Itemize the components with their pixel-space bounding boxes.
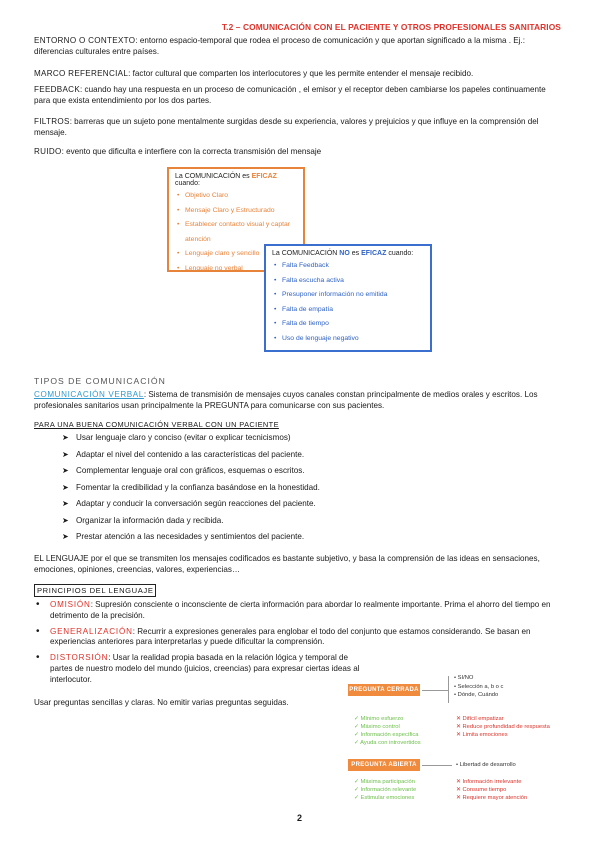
open-pros [354,778,416,802]
check-icon: ✓ [354,787,359,793]
open-question-label: PREGUNTA ABIERTA [348,759,420,771]
principle-generalizacion: • GENERALIZACIÓN: Recurrir a expresiones generales para englobar el todo del conjunto que estamos considerando. Se basan en experiencias anteriores para interpretarlas y puede dificultar la comprensión. [34,627,562,649]
cross-icon: ✕ [456,779,461,785]
ineffective-box-title: La COMUNICACIÓN NO es EFICAZ cuando: [272,250,414,257]
list-item: • Falta de empatía [272,303,424,318]
check-icon: ✓ [354,779,359,785]
closed-pros [354,715,421,747]
open-options [456,761,516,770]
definition-ruido [34,147,562,158]
questions-diagram [348,672,568,807]
closed-question-label: PREGUNTA CERRADA [348,684,420,696]
con-item: ✕ Requiere mayor atención [456,795,528,801]
definition-term: FILTROS [34,117,70,126]
list-item: • Falta escucha activa [272,274,424,289]
con-item: ✕ Difícil empatizar [456,716,504,722]
closed-cons [456,715,566,739]
definition-filtros [34,117,562,139]
definition-entorno [34,36,562,58]
list-item: ➤ Complementar lenguaje oral con gráficos, esquemas o escritos. [62,466,562,483]
principles-heading: PRINCIPIOS DEL LENGUAJE [34,584,156,597]
option-item: • Selección a, b o c [454,683,504,690]
language-paragraph: EL LENGUAJE por el que se transmiten los mensajes codificados es bastante subjetivo, y basa la comprensión de las ideas en sensaciones, emociones, opiniones, creencias, valores, experiencias… [34,554,540,574]
check-icon: ✓ [354,732,359,738]
option-item: • SI/NO [454,675,474,681]
document-header: T.2 – COMUNICACIÓN CON EL PACIENTE Y OTROS PROFESIONALES SANITARIOS [221,22,561,32]
pro-item: ✓ Máxima participación [354,779,415,785]
list-item: ➤ Organizar la información dada y recibida. [62,516,562,533]
verbal-communication-paragraph [34,390,562,412]
list-item: ➤ Adaptar y conducir la conversación según reacciones del paciente. [62,499,562,516]
pro-item: ✓ Información relevante [354,787,417,793]
principle-distorsion: • DISTORSIÓN: Usar la realidad propia basada en la relación lógica y temporal de partes de nuestro modelo del mundo (juicios, creencias) para expresar ciertas ideas al interlocutor. [34,653,360,685]
pro-item: ✓ Estimular emociones [354,795,415,801]
definition-feedback [34,85,562,107]
pro-item: ✓ Máximo control [354,724,400,730]
cross-icon: ✕ [456,787,461,793]
connector-line [422,765,452,766]
cross-icon: ✕ [456,732,461,738]
definition-text: : barreras que un sujeto pone mentalmente surgidas desde su experiencia, valores y prejuicios y que influye en la comprensión del mensaje. [34,117,539,137]
check-icon: ✓ [354,724,359,730]
pro-item: ✓ Mínimo esfuerzo [354,716,404,722]
definition-marco [34,69,562,80]
ineffective-list [272,259,424,347]
page-number: 2 [296,813,302,823]
list-item: • Establecer contacto visual y captar atención [175,218,297,247]
pro-item: ✓ Información específica [354,732,419,738]
definition-term: RUIDO [34,147,62,156]
con-item: ✕ Limita emociones [456,732,508,738]
good-communication-heading: PARA UNA BUENA COMUNICACIÓN VERBAL CON UN PACIENTE [34,420,279,429]
verbal-communication-text: : Sistema de transmisión de mensajes cuyos canales constan principalmente de medios orales y escritos. Los profesionales sanitarios usan principalmente la PREGUNTA para comunicarse con sus pacientes. [34,390,538,410]
definition-term: FEEDBACK [34,85,81,94]
option-item: • Libertad de desarrollo [456,762,516,768]
list-item: ➤ Usar lenguaje claro y conciso (evitar o explicar tecnicismos) [62,433,562,450]
con-item: ✕ Reduce profundidad de respuesta [456,724,550,730]
list-item: • Falta Feedback [272,259,424,274]
ineffective-communication-box [264,244,432,352]
list-item: • Mensaje Claro y Estructurado [175,204,297,219]
bracket [448,676,449,703]
pro-item: ✓ Ayuda con introvertidos [354,740,421,746]
effective-box-title: La COMUNICACIÓN es EFICAZ cuando: [175,173,277,187]
cross-icon: ✕ [456,716,461,722]
con-item: ✕ Información irrelevante [456,779,522,785]
list-item: ➤ Adaptar el nivel del contenido a las características del paciente. [62,450,562,467]
definition-text: : cuando hay una respuesta en un proceso de comunicación , el emisor y el receptor deben cambiarse los papeles continuamente para que exista entendimiento por los dos partes. [34,85,546,105]
cross-icon: ✕ [456,795,461,801]
list-item: • Lenguaje claro y sencillo [175,247,297,262]
section-heading-tipos: TIPOS DE COMUNICACIÓN [34,376,166,386]
list-item: • Uso de lenguaje negativo [272,332,424,347]
definition-term: ENTORNO O CONTEXTO [34,36,136,45]
list-item: • Falta de tiempo [272,317,424,332]
list-item: ➤ Fomentar la credibilidad y la confianza basándose en la honestidad. [62,483,562,500]
definition-text: : entorno espacio-temporal que rodea el proceso de comunicación y que aportan significado a la misma . Ej.: diferencias culturales entre países. [34,36,525,56]
list-item: ➤ Prestar atención a las necesidades y sentimientos del paciente. [62,532,562,549]
check-icon: ✓ [354,795,359,801]
definition-term: MARCO REFERENCIAL [34,69,129,78]
option-item: • Dónde, Cuándo [454,692,499,698]
con-item: ✕ Consume tiempo [456,787,507,793]
list-item: • Presuponer información no emitida [272,288,424,303]
connector-line [422,690,448,691]
closed-options [454,674,503,700]
questions-advice: Usar preguntas sencillas y claras. No emitir varias preguntas seguidas. [34,698,289,707]
cross-icon: ✕ [456,724,461,730]
good-communication-list [62,433,562,549]
definition-text: : factor cultural que comparten los interlocutores y que les permite entender el mensaje recibido. [128,69,474,78]
check-icon: ✓ [354,740,359,746]
verbal-communication-term: COMUNICACIÓN VERBAL [34,390,144,399]
list-item: • Lenguaje no verbal [175,262,297,277]
definition-text: : evento que dificulta e interfiere con la correcta transmisión del mensaje [61,147,322,156]
list-item: • Objetivo Claro [175,189,297,204]
principle-omision: • OMISIÓN: Supresión consciente o inconsciente de cierta información para abordar lo realmente importante. Prima el ahorro del tiempo en detrimento de la precisión. [34,600,562,622]
check-icon: ✓ [354,716,359,722]
open-cons [456,778,566,802]
